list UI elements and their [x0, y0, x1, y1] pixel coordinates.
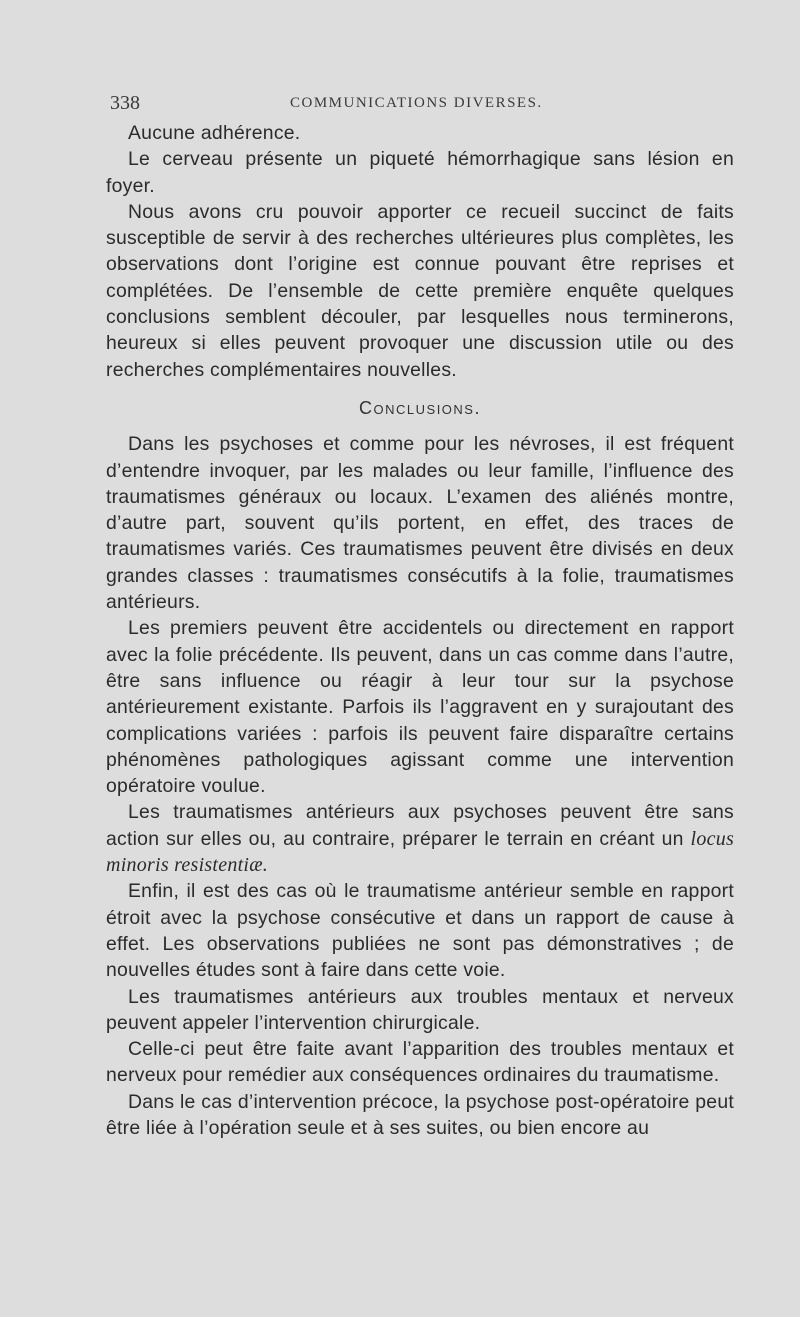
paragraph: Enfin, il est des cas où le traumatisme antérieur semble en rapport étroit avec la psychose consécutive et dans un rapport de cause à effet. Les observations publiées ne sont pas démonstratives ; de nouvelles études sont à faire dans cette voie.: [106, 880, 734, 982]
paragraph: Nous avons cru pouvoir apporter ce recueil succinct de faits susceptible de servir à des recherches ultérieures plus complètes, les observations dont l’origine est connue pouvant être reprises et complétées. De l’ensemble de cette première enquête quelques conclusions semblent découler, par lesquelles nous terminerons, heureux si elles peuvent provoquer une discussion utile ou des recherches complémentaires nouvelles.: [106, 200, 734, 381]
paragraph: Les premiers peuvent être accidentels ou directement en rapport avec la folie précédente. Ils peuvent, dans un cas comme dans l’autre, être sans influence ou réagir à leur tour sur la psychose antérieurement existante. Parfois ils l’aggravent en y surajoutant des complications variées : parfois ils peuvent faire disparaître certains phénomènes pathologiques agissant comme une intervention opératoire voulue.: [106, 617, 734, 798]
page-body: [106, 120, 734, 1141]
paragraph: Les traumatismes antérieurs aux troubles mentaux et nerveux peuvent appeler l’intervention chirurgicale.: [106, 985, 734, 1034]
page-header: [110, 92, 730, 116]
paragraph: [106, 799, 734, 878]
paragraph: Dans le cas d’intervention précoce, la psychose post-opératoire peut être liée à l’opération seule et à ses suites, ou bien encore au: [106, 1090, 734, 1139]
paragraph: Le cerveau présente un piqueté hémorrhagique sans lésion en foyer.: [106, 148, 734, 197]
paragraph: Celle-ci peut être faite avant l’apparition des troubles mentaux et nerveux pour remédier aux conséquences ordinaires du traumatisme.: [106, 1038, 734, 1087]
running-title: COMMUNICATIONS DIVERSES.: [290, 95, 543, 111]
section-heading: Conclusions.: [359, 397, 481, 418]
page-number: 338: [110, 92, 140, 114]
paragraph-text: Les traumatismes antérieurs aux psychoses peuvent être sans action sur elles ou, au contraire, préparer le terrain en créant un: [106, 801, 734, 850]
latin-phrase: locus minoris resistentiæ.: [106, 827, 734, 877]
paragraph: Dans les psychoses et comme pour les névroses, il est fréquent d’entendre invoquer, par les malades ou leur famille, l’influence des traumatismes généraux ou locaux. L’examen des aliénés montre, d’autre part, souvent qu’ils portent, en effet, des traces de traumatismes variés. Ces traumatismes peuvent être divisés en deux grandes classes : traumatismes consécutifs à la folie, traumatismes antérieurs.: [106, 433, 734, 614]
paragraph: Aucune adhérence.: [128, 122, 301, 144]
